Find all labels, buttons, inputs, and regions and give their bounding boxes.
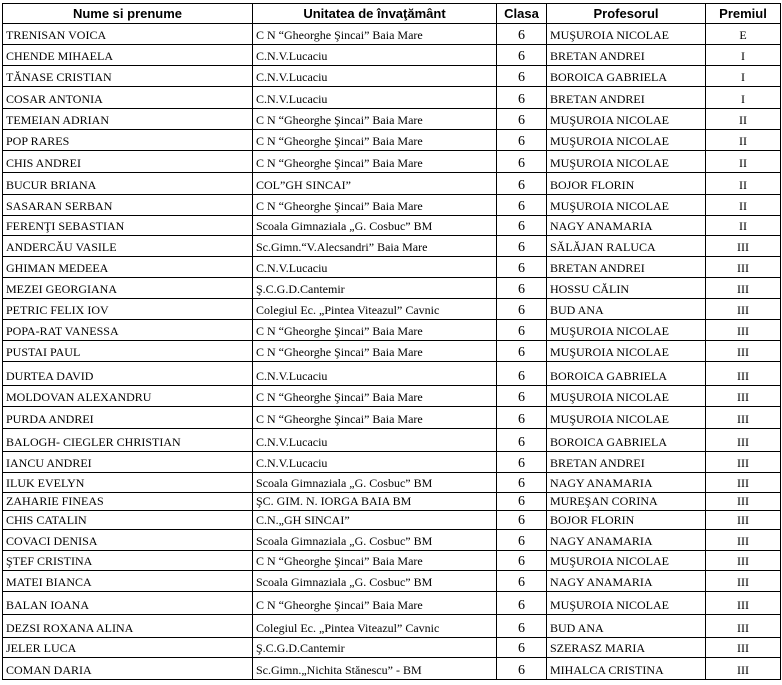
table-row [3, 320, 781, 341]
prize-value: III [706, 530, 781, 551]
table-row [3, 130, 781, 151]
student-name: CHIS ANDREI [3, 151, 253, 173]
table-row [3, 236, 781, 257]
table-row [3, 299, 781, 320]
student-name: CHENDE MIHAELA [3, 45, 253, 66]
prize-value: III [706, 592, 781, 615]
class-value: 6 [497, 130, 547, 151]
student-name: DURTEA DAVID [3, 362, 253, 386]
table-row [3, 530, 781, 551]
school-name: C N “Gheorghe Şincai” Baia Mare [253, 320, 497, 341]
prize-value: III [706, 257, 781, 278]
prize-value: III [706, 615, 781, 638]
school-name: C.N.V.Lucaciu [253, 45, 497, 66]
prize-value: III [706, 551, 781, 571]
table-row [3, 195, 781, 216]
teacher-name: MUŞUROIA NICOLAE [547, 551, 706, 571]
prize-value: II [706, 130, 781, 151]
student-name: POPA-RAT VANESSA [3, 320, 253, 341]
school-name: Colegiul Ec. „Pintea Viteazul” Cavnic [253, 299, 497, 320]
student-name: TEMEIAN ADRIAN [3, 109, 253, 130]
student-name: PETRIC FELIX IOV [3, 299, 253, 320]
table-row [3, 615, 781, 638]
prize-value: E [706, 24, 781, 45]
teacher-name: MUŞUROIA NICOLAE [547, 320, 706, 341]
student-name: FERENŢI SEBASTIAN [3, 216, 253, 236]
school-name: Scoala Gimnaziala „G. Cosbuc” BM [253, 473, 497, 493]
table-row [3, 551, 781, 571]
school-name: C N “Gheorghe Şincai” Baia Mare [253, 195, 497, 216]
teacher-name: BUD ANA [547, 615, 706, 638]
student-name: ZAHARIE FINEAS [3, 493, 253, 511]
school-name: Scoala Gimnaziala „G. Cosbuc” BM [253, 530, 497, 551]
school-name: C N “Gheorghe Şincai” Baia Mare [253, 386, 497, 407]
school-name: C.N.„GH SINCAI” [253, 511, 497, 530]
teacher-name: HOSSU CĂLIN [547, 278, 706, 299]
teacher-name: MUŞUROIA NICOLAE [547, 592, 706, 615]
prize-value: III [706, 473, 781, 493]
prize-value: III [706, 658, 781, 680]
teacher-name: MUŞUROIA NICOLAE [547, 386, 706, 407]
student-name: MEZEI GEORGIANA [3, 278, 253, 299]
teacher-name: NAGY ANAMARIA [547, 473, 706, 493]
class-value: 6 [497, 257, 547, 278]
school-name: Sc.Gimn.„Nichita Stănescu” - BM [253, 658, 497, 680]
table-row [3, 87, 781, 109]
class-value: 6 [497, 386, 547, 407]
student-name: BUCUR BRIANA [3, 173, 253, 195]
class-value: 6 [497, 278, 547, 299]
table-row [3, 473, 781, 493]
header-name: Nume si prenume [3, 4, 253, 24]
class-value: 6 [497, 87, 547, 109]
student-name: MATEI BIANCA [3, 571, 253, 592]
prize-value: III [706, 452, 781, 473]
table-row [3, 407, 781, 429]
student-name: POP RARES [3, 130, 253, 151]
prize-value: II [706, 216, 781, 236]
class-value: 6 [497, 592, 547, 615]
student-name: ILUK EVELYN [3, 473, 253, 493]
student-name: PURDA ANDREI [3, 407, 253, 429]
school-name: C N “Gheorghe Şincai” Baia Mare [253, 109, 497, 130]
teacher-name: MIHALCA CRISTINA [547, 658, 706, 680]
prize-value: III [706, 407, 781, 429]
student-name: JELER LUCA [3, 638, 253, 658]
table-row [3, 66, 781, 87]
school-name: C.N.V.Lucaciu [253, 66, 497, 87]
school-name: Scoala Gimnaziala „G. Cosbuc” BM [253, 216, 497, 236]
teacher-name: MUŞUROIA NICOLAE [547, 151, 706, 173]
table-row [3, 658, 781, 680]
class-value: 6 [497, 407, 547, 429]
prize-value: II [706, 173, 781, 195]
class-value: 6 [497, 173, 547, 195]
teacher-name: BRETAN ANDREI [547, 87, 706, 109]
prize-value: I [706, 87, 781, 109]
class-value: 6 [497, 615, 547, 638]
table-row [3, 109, 781, 130]
class-value: 6 [497, 320, 547, 341]
teacher-name: BOJOR FLORIN [547, 173, 706, 195]
school-name: Ş.C.G.D.Cantemir [253, 638, 497, 658]
school-name: Ş.C.G.D.Cantemir [253, 278, 497, 299]
class-value: 6 [497, 216, 547, 236]
teacher-name: MUŞUROIA NICOLAE [547, 341, 706, 362]
table-row [3, 45, 781, 66]
table-row [3, 173, 781, 195]
teacher-name: SZERASZ MARIA [547, 638, 706, 658]
class-value: 6 [497, 66, 547, 87]
table-row [3, 24, 781, 45]
class-value: 6 [497, 45, 547, 66]
prize-value: III [706, 493, 781, 511]
school-name: COL”GH SINCAI” [253, 173, 497, 195]
class-value: 6 [497, 571, 547, 592]
class-value: 6 [497, 429, 547, 452]
student-name: SASARAN SERBAN [3, 195, 253, 216]
teacher-name: BOROICA GABRIELA [547, 429, 706, 452]
student-name: TRENISAN VOICA [3, 24, 253, 45]
class-value: 6 [497, 551, 547, 571]
table-row [3, 386, 781, 407]
teacher-name: BRETAN ANDREI [547, 257, 706, 278]
teacher-name: MUŞUROIA NICOLAE [547, 130, 706, 151]
school-name: C N “Gheorghe Şincai” Baia Mare [253, 407, 497, 429]
prize-value: III [706, 320, 781, 341]
class-value: 6 [497, 151, 547, 173]
school-name: C N “Gheorghe Şincai” Baia Mare [253, 130, 497, 151]
table-row [3, 571, 781, 592]
table-row [3, 429, 781, 452]
student-name: PUSTAI PAUL [3, 341, 253, 362]
student-name: IANCU ANDREI [3, 452, 253, 473]
school-name: C.N.V.Lucaciu [253, 362, 497, 386]
school-name: C.N.V.Lucaciu [253, 257, 497, 278]
table-row [3, 638, 781, 658]
class-value: 6 [497, 452, 547, 473]
prize-value: III [706, 571, 781, 592]
class-value: 6 [497, 511, 547, 530]
school-name: ŞC. GIM. N. IORGA BAIA BM [253, 493, 497, 511]
student-name: MOLDOVAN ALEXANDRU [3, 386, 253, 407]
header-teacher: Profesorul [547, 4, 706, 24]
class-value: 6 [497, 195, 547, 216]
table-row [3, 341, 781, 362]
school-name: C.N.V.Lucaciu [253, 452, 497, 473]
prize-value: III [706, 386, 781, 407]
teacher-name: MUŞUROIA NICOLAE [547, 24, 706, 45]
teacher-name: BOROICA GABRIELA [547, 66, 706, 87]
teacher-name: BRETAN ANDREI [547, 452, 706, 473]
class-value: 6 [497, 473, 547, 493]
class-value: 6 [497, 658, 547, 680]
prize-value: II [706, 151, 781, 173]
school-name: C.N.V.Lucaciu [253, 429, 497, 452]
header-class: Clasa [497, 4, 547, 24]
table-row [3, 511, 781, 530]
prize-value: I [706, 66, 781, 87]
student-name: BALAN IOANA [3, 592, 253, 615]
class-value: 6 [497, 493, 547, 511]
class-value: 6 [497, 109, 547, 130]
prize-value: III [706, 278, 781, 299]
table-row [3, 493, 781, 511]
prize-value: III [706, 299, 781, 320]
student-name: COMAN DARIA [3, 658, 253, 680]
teacher-name: MUŞUROIA NICOLAE [547, 109, 706, 130]
header-row [3, 4, 781, 24]
class-value: 6 [497, 362, 547, 386]
student-name: DEZSI ROXANA ALINA [3, 615, 253, 638]
class-value: 6 [497, 530, 547, 551]
class-value: 6 [497, 341, 547, 362]
results-table [2, 3, 781, 680]
header-prize: Premiul [706, 4, 781, 24]
student-name: TĂNASE CRISTIAN [3, 66, 253, 87]
table-row [3, 216, 781, 236]
school-name: Sc.Gimn.“V.Alecsandri” Baia Mare [253, 236, 497, 257]
student-name: CHIS CATALIN [3, 511, 253, 530]
teacher-name: BOROICA GABRIELA [547, 362, 706, 386]
prize-value: III [706, 511, 781, 530]
teacher-name: NAGY ANAMARIA [547, 571, 706, 592]
teacher-name: MUŞUROIA NICOLAE [547, 195, 706, 216]
prize-value: III [706, 429, 781, 452]
school-name: C N “Gheorghe Şincai” Baia Mare [253, 341, 497, 362]
student-name: BALOGH- CIEGLER CHRISTIAN [3, 429, 253, 452]
student-name: COSAR ANTONIA [3, 87, 253, 109]
header-school: Unitatea de învaţământ [253, 4, 497, 24]
prize-value: III [706, 236, 781, 257]
class-value: 6 [497, 24, 547, 45]
teacher-name: MUŞUROIA NICOLAE [547, 407, 706, 429]
teacher-name: BOJOR FLORIN [547, 511, 706, 530]
student-name: COVACI DENISA [3, 530, 253, 551]
teacher-name: BUD ANA [547, 299, 706, 320]
school-name: Scoala Gimnaziala „G. Cosbuc” BM [253, 571, 497, 592]
table-row [3, 362, 781, 386]
table-row [3, 278, 781, 299]
teacher-name: MUREŞAN CORINA [547, 493, 706, 511]
school-name: C N “Gheorghe Şincai” Baia Mare [253, 592, 497, 615]
table-row [3, 452, 781, 473]
student-name: ŞTEF CRISTINA [3, 551, 253, 571]
prize-value: I [706, 45, 781, 66]
school-name: Colegiul Ec. „Pintea Viteazul” Cavnic [253, 615, 497, 638]
student-name: ANDERCĂU VASILE [3, 236, 253, 257]
table-row [3, 151, 781, 173]
table-row [3, 592, 781, 615]
class-value: 6 [497, 236, 547, 257]
prize-value: III [706, 638, 781, 658]
school-name: C.N.V.Lucaciu [253, 87, 497, 109]
teacher-name: BRETAN ANDREI [547, 45, 706, 66]
student-name: GHIMAN MEDEEA [3, 257, 253, 278]
class-value: 6 [497, 299, 547, 320]
prize-value: III [706, 341, 781, 362]
prize-value: III [706, 362, 781, 386]
prize-value: II [706, 195, 781, 216]
school-name: C N “Gheorghe Şincai” Baia Mare [253, 24, 497, 45]
prize-value: II [706, 109, 781, 130]
teacher-name: SĂLĂJAN RALUCA [547, 236, 706, 257]
school-name: C N “Gheorghe Şincai” Baia Mare [253, 151, 497, 173]
teacher-name: NAGY ANAMARIA [547, 216, 706, 236]
class-value: 6 [497, 638, 547, 658]
table-row [3, 257, 781, 278]
school-name: C N “Gheorghe Şincai” Baia Mare [253, 551, 497, 571]
teacher-name: NAGY ANAMARIA [547, 530, 706, 551]
